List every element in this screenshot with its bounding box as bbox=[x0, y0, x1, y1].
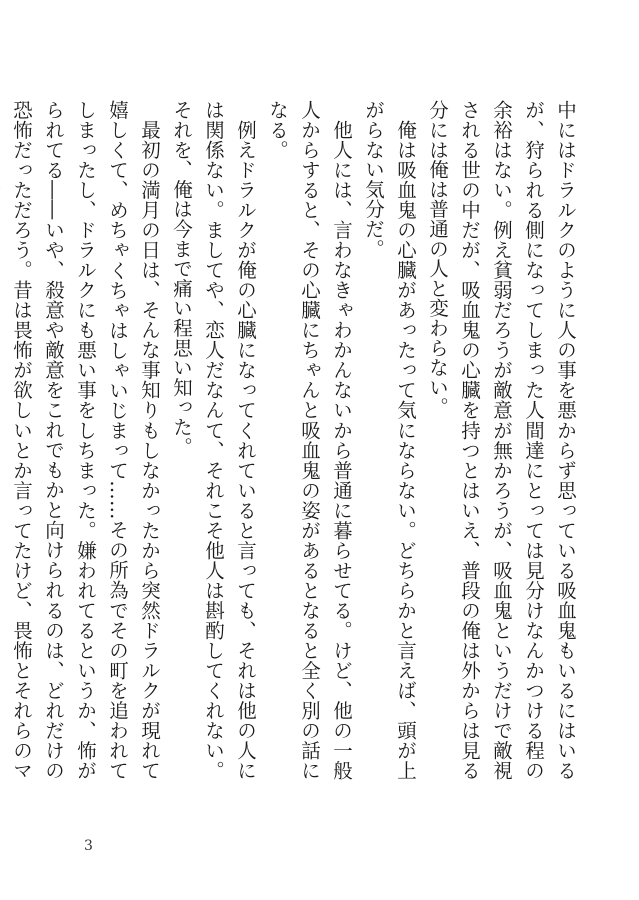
paragraph: 他人には、言わなきゃわかんないから普通に暮らせてる。けど、他の一般人からすると、その心臓にちゃんと吸血鬼の姿があるとなると全く別の話になる。 bbox=[266, 100, 353, 780]
paragraph: 最初の満月の日は、そんな事知りもしなかったから突然ドラルクが現れて嬉しくて、めちゃくちゃはしゃいじまって……その所為でその町を追われてしまったし、ドラルクにも悪い事をしちまった。嫌われてるというか、怖がられてる――いや、殺意や敵意をこれでもかと向けられるのは、どれだけの恐怖だっただろう。昔は畏怖が欲しいとか言ってたけど、畏怖とそれらのマ bbox=[10, 100, 161, 780]
paragraph: 俺は吸血鬼の心臓があったって気にならない。どちらかと言えば、頭が上がらない気分だ。 bbox=[362, 100, 417, 780]
vertical-text-body bbox=[0, 100, 581, 780]
page-number: 3 bbox=[84, 838, 93, 854]
paragraph: 例えドラルクが俺の心臓になってくれていると言っても、それは他の人には関係ない。ましてや、恋人だなんて、それこそ他人は斟酌してくれない。それを、俺は今まで痛い程思い知った。 bbox=[170, 100, 257, 780]
paragraph: 中にはドラルクのように人の事を悪からず思っている吸血鬼もいるにはいるが、狩られる側になってしまった人間達にとっては見分けなんかつける程の余裕はない。例え貧弱だろうが敵意が無かろうが、吸血鬼というだけで敵視される世の中だが、吸血鬼の心臓を持つとはいえ、普段の俺は外からは見る分には俺は普通の人と変わらない。 bbox=[426, 100, 577, 780]
